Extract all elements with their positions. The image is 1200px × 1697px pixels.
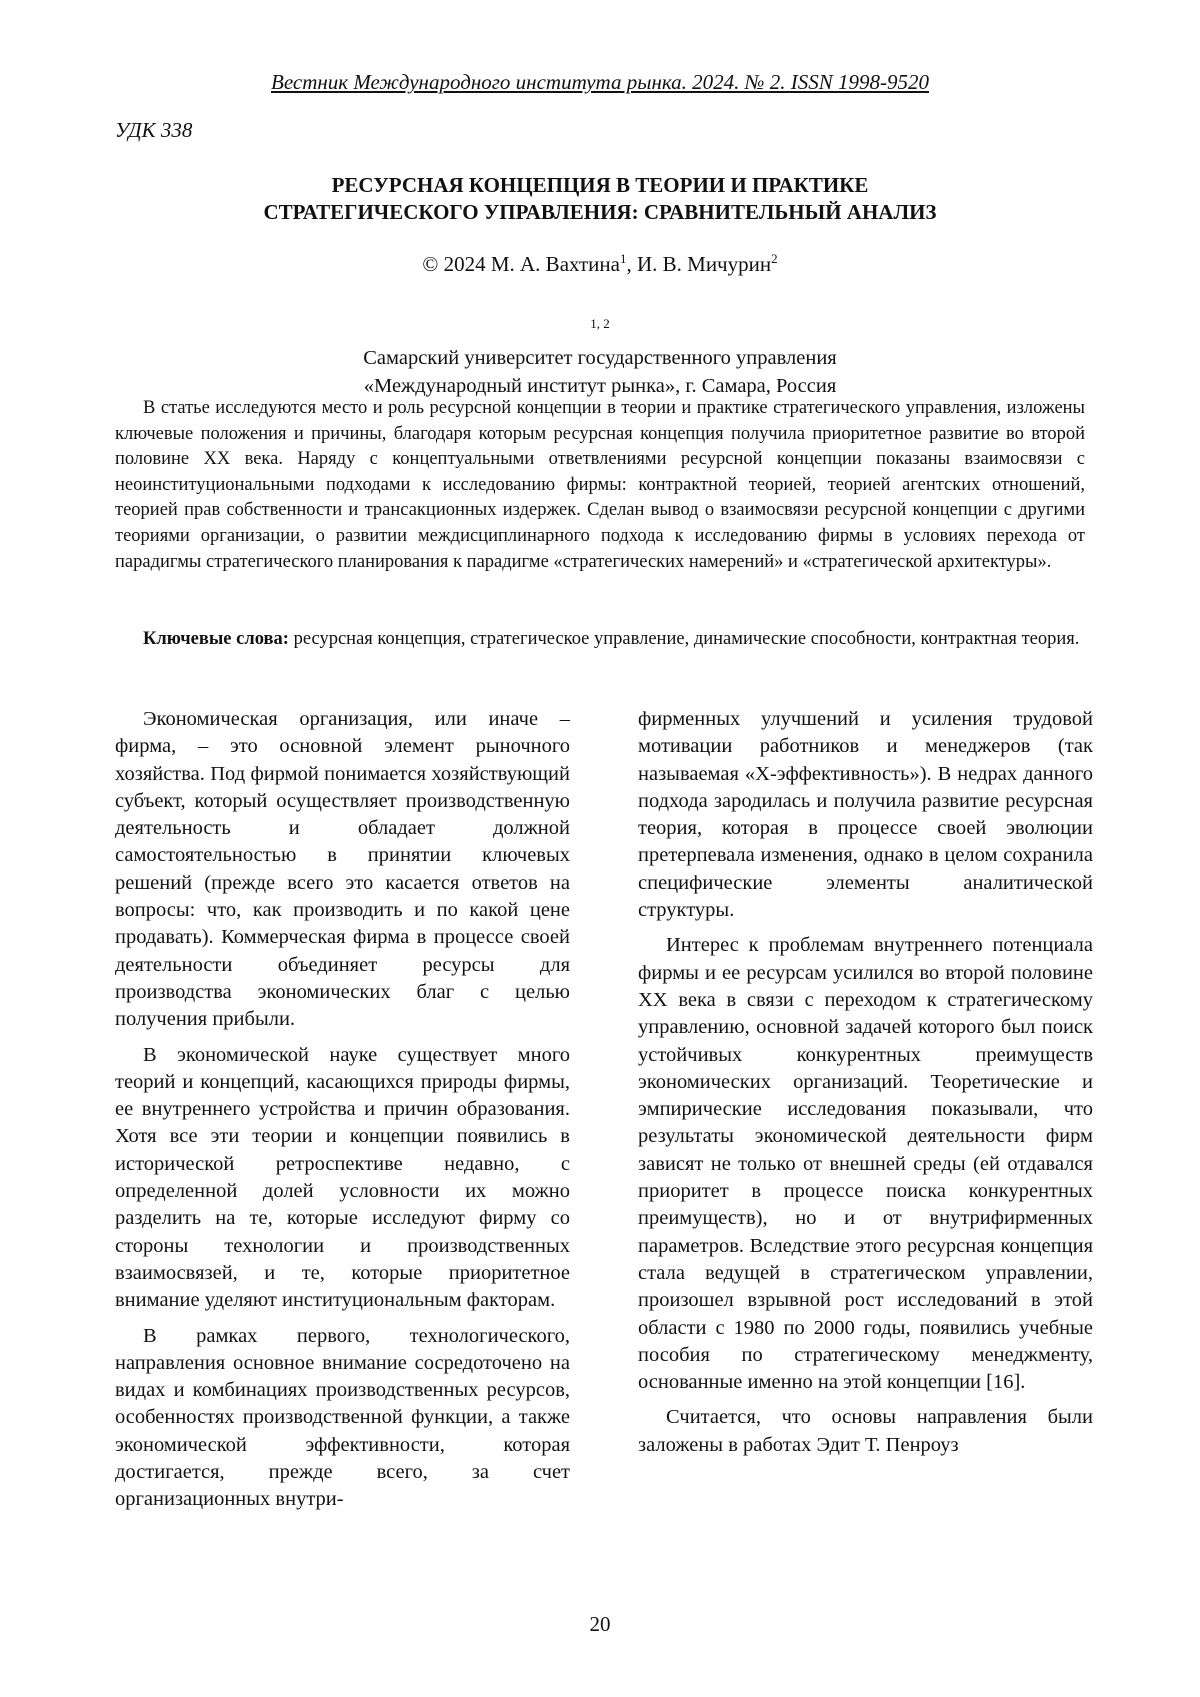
paragraph: В рамках первого, технологического, направления основное внимание сосредоточено на видах и комбинациях производственных ресурсов, особенностях производственной функции, а также экономической эффективности, которая достигается, прежде всего, за счет организационных внутри- xyxy=(115,1324,570,1511)
keywords-label: Ключевые слова: xyxy=(143,629,289,649)
udk-code: УДК 338 xyxy=(115,118,193,142)
affiliation-line-2: «Международный институт рынка», г. Самара, Россия xyxy=(363,374,837,397)
paragraph: Интерес к проблемам внутреннего потенциала фирмы и ее ресурсам усилился во второй половине XX века в связи с переходом к стратегическому управлению, основной задачей которого был поиск устойчивых конкурентных преимуществ экономических организаций. Теоретические и эмпирические исследования показывали, что результаты экономической деятельности фирм зависят не только от внешней среды (ей отдавался приоритет в процессе поиска конкурентных преимуществ), но и от внутрифирменных параметров. Вследствие этого ресурсная концепция стала ведущей в стратегическом управлении, произошел взрывной рост исследований в этой области с 1980 по 2000 годы, появились учебные пособия по стратегическому менеджменту, основанные именно на этой концепции [16]. xyxy=(638,934,1093,1394)
journal-header: Вестник Международного института рынка. 2024. № 2. ISSN 1998-9520 xyxy=(271,70,929,94)
author-1: © 2024 М. А. Вахтина xyxy=(422,252,620,276)
paragraph: В экономической науке существует много теорий и концепций, касающихся природы фирмы, ее внутреннего устройства и причин образования. Хотя все эти теории и концепции появились в исторической ретроспективе недавно, с определенной долей условности их можно разделить на те, которые исследуют фирму со стороны технологии и производственных взаимосвязей, и те, которые приоритетное внимание уделяют институциональным факторам. xyxy=(115,1043,570,1312)
affiliation-line-1 xyxy=(150,310,1050,372)
keywords xyxy=(115,627,1085,653)
paragraph-continued: фирменных улучшений и усиления трудовой мотивации работников и менеджеров (так называемая «X-эффективность»). В недрах данного подхода зародилась и получила развитие ресурсная теория, которая в процессе своей эволюции претерпевала изменения, однако в целом сохранила специфические элементы аналитической структуры. xyxy=(638,708,1093,922)
author-2-affil-mark: 2 xyxy=(771,251,778,266)
paragraph: Экономическая организация, или иначе – фирма, – это основной элемент рыночного хозяйства. Под фирмой понимается хозяйствующий субъект, который осуществляет производственную деятельность и обладает должной самостоятельностью в принятии ключевых решений (прежде всего это касается ответов на вопросы: что, как производить и по какой цене продавать). Коммерческая фирма в процессе своей деятельности объединяет ресурсы для производства экономических благ с целью получения прибыли. xyxy=(115,708,570,1031)
authors xyxy=(0,251,1200,277)
paragraph: Считается, что основы направления были заложены в работах Эдит Т. Пенроуз xyxy=(638,1406,1093,1456)
body-column-left xyxy=(115,706,570,1522)
article-title xyxy=(150,172,1050,226)
author-1-affil-mark: 1 xyxy=(619,251,627,266)
page-number: 20 xyxy=(589,1612,611,1636)
affiliation-text-1: Самарский университет государственного управления xyxy=(363,346,837,369)
article-title-line-1: РЕСУРСНАЯ КОНЦЕПЦИЯ В ТЕОРИИ И ПРАКТИКЕ xyxy=(331,173,869,197)
author-2: , И. В. Мичурин xyxy=(626,252,772,276)
body-column-right xyxy=(638,706,1093,1467)
article-title-line-2: СТРАТЕГИЧЕСКОГО УПРАВЛЕНИЯ: СРАВНИТЕЛЬНЫЙ АНАЛИЗ xyxy=(263,200,937,224)
affiliation xyxy=(150,310,1050,400)
abstract: В статье исследуются место и роль ресурсной концепции в теории и практике стратегического управления, изложены ключевые положения и причины, благодаря которым ресурсная концепция получила приоритетное развитие во второй половине XX века. Наряду с концептуальными ответвлениями ресурсной концепции показаны взаимосвязи с неоинституциональными подходами к исследованию фирмы: контрактной теорией, теорией агентских отношений, теорией прав собственности и трансакционных издержек. Сделан вывод о взаимосвязи ресурсной концепции с другими теориями организации, о развитии междисциплинарного подхода к исследованию фирмы в условиях перехода от парадигмы стратегического планирования к парадигме «стратегических намерений» и «стратегической архитектуры». xyxy=(115,398,1085,572)
keywords-text: ресурсная концепция, стратегическое управление, динамические способности, контрактная теория. xyxy=(288,629,1080,649)
affiliation-mark: 1, 2 xyxy=(590,316,610,331)
